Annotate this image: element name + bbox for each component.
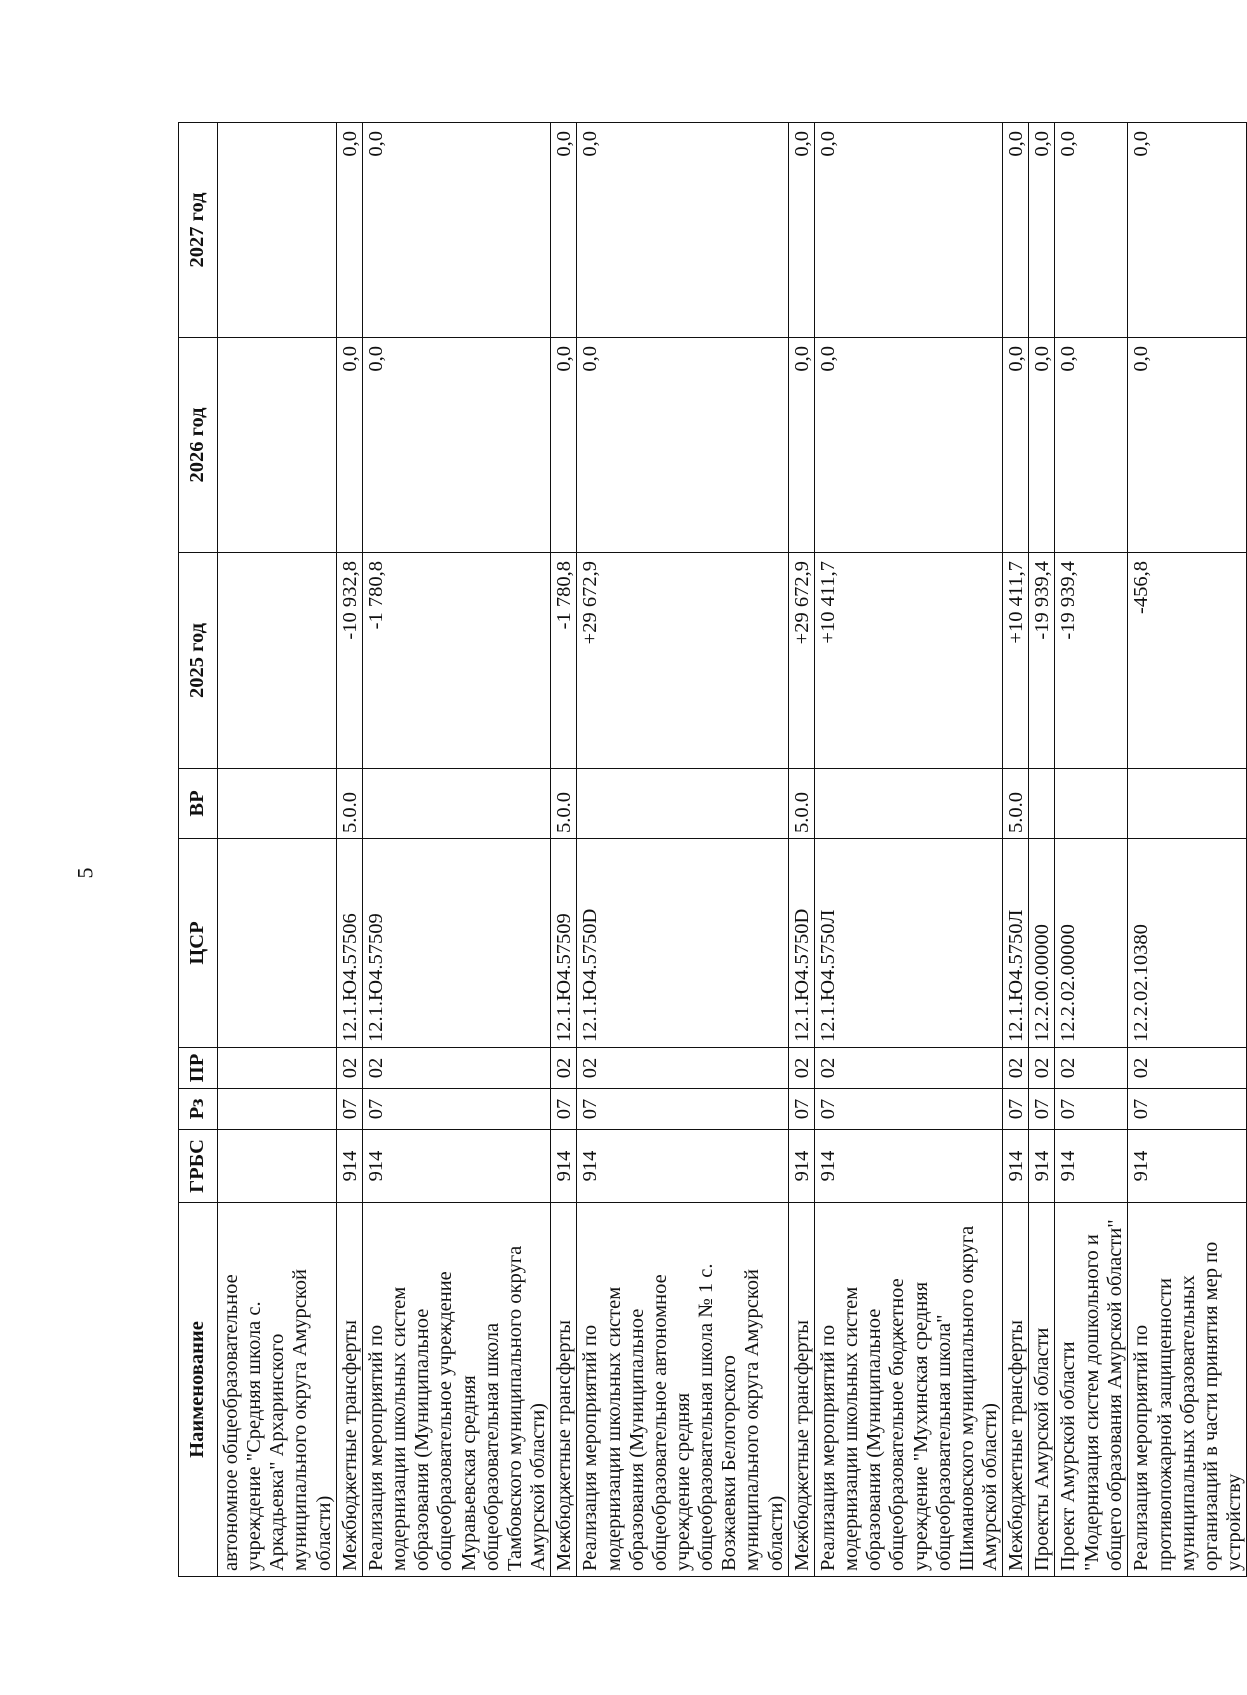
header-grbs: ГРБС	[179, 1130, 218, 1203]
cell-2027: 0,0	[1003, 123, 1029, 338]
cell-vr: 5.0.0	[336, 769, 362, 839]
cell-2027: 0,0	[1029, 123, 1055, 338]
table-row	[551, 123, 577, 1577]
cell-grbs: 914	[814, 1130, 1002, 1203]
cell-csr: 12.1.Ю4.5750D	[577, 839, 788, 1048]
cell-pr: 02	[336, 1048, 362, 1089]
table-row	[814, 123, 1002, 1577]
cell-vr: 5.0.0	[551, 769, 577, 839]
cell-vr	[1029, 769, 1055, 839]
cell-rz: 07	[1128, 1089, 1247, 1130]
cell-rz: 07	[788, 1089, 814, 1130]
cell-2025: +29 672,9	[788, 553, 814, 769]
cell-pr: 02	[1003, 1048, 1029, 1089]
cell-rz: 07	[336, 1089, 362, 1130]
header-row	[179, 123, 218, 1577]
cell-2027: 0,0	[551, 123, 577, 338]
cell-pr: 02	[551, 1048, 577, 1089]
cell-grbs: 914	[551, 1130, 577, 1203]
cell-2026	[218, 338, 337, 553]
cell-name: Проекты Амурской области	[1029, 1203, 1055, 1577]
cell-2026: 0,0	[577, 338, 788, 553]
cell-2025: -1 780,8	[551, 553, 577, 769]
cell-rz: 07	[1029, 1089, 1055, 1130]
cell-2027: 0,0	[336, 123, 362, 338]
cell-2025: +29 672,9	[577, 553, 788, 769]
cell-name: Межбюджетные трансферты	[551, 1203, 577, 1577]
cell-pr: 02	[788, 1048, 814, 1089]
cell-2025: +10 411,7	[814, 553, 1002, 769]
cell-vr	[814, 769, 1002, 839]
header-2026: 2026 год	[179, 338, 218, 553]
cell-csr: 12.1.Ю4.5750Л	[814, 839, 1002, 1048]
budget-table-container	[178, 123, 1246, 1577]
cell-2026: 0,0	[788, 338, 814, 553]
cell-grbs: 914	[336, 1130, 362, 1203]
header-2027: 2027 год	[179, 123, 218, 338]
cell-name: Реализация мероприятий по модернизации школьных систем образования (Муниципальное общеобразовательное учреждение Муравьевская средняя общеобразовательная школа Тамбовского муниципального округа Амурской области)	[362, 1203, 550, 1577]
cell-csr: 12.1.Ю4.57509	[551, 839, 577, 1048]
table-row	[1003, 123, 1029, 1577]
cell-2026: 0,0	[551, 338, 577, 553]
header-vr: ВР	[179, 769, 218, 839]
cell-name: Межбюджетные трансферты	[1003, 1203, 1029, 1577]
cell-name: Реализация мероприятий по модернизации школьных систем образования (Муниципальное общеобразовательное автономное учреждение средняя общеобразовательная школа № 1 с. Возжаевки Белогорского муниципального округа Амурской области)	[577, 1203, 788, 1577]
cell-csr: 12.1.Ю4.57509	[362, 839, 550, 1048]
table-row	[362, 123, 550, 1577]
cell-rz: 07	[577, 1089, 788, 1130]
cell-pr: 02	[1128, 1048, 1247, 1089]
table-row	[788, 123, 814, 1577]
cell-vr: 5.0.0	[788, 769, 814, 839]
cell-pr: 02	[362, 1048, 550, 1089]
cell-pr: 02	[577, 1048, 788, 1089]
cell-csr: 12.1.Ю4.5750D	[788, 839, 814, 1048]
cell-2026: 0,0	[1003, 338, 1029, 553]
cell-grbs: 914	[1029, 1130, 1055, 1203]
cell-csr: 12.2.02.00000	[1055, 839, 1128, 1048]
cell-grbs: 914	[1055, 1130, 1128, 1203]
cell-vr	[577, 769, 788, 839]
cell-grbs: 914	[362, 1130, 550, 1203]
cell-pr	[218, 1048, 337, 1089]
cell-2025: -19 939,4	[1055, 553, 1128, 769]
cell-rz: 07	[814, 1089, 1002, 1130]
cell-name: Межбюджетные трансферты	[336, 1203, 362, 1577]
header-pr: ПР	[179, 1048, 218, 1089]
cell-2025: +10 411,7	[1003, 553, 1029, 769]
cell-2026: 0,0	[336, 338, 362, 553]
cell-rz: 07	[1003, 1089, 1029, 1130]
cell-2027: 0,0	[814, 123, 1002, 338]
cell-2026: 0,0	[1055, 338, 1128, 553]
cell-2027: 0,0	[1055, 123, 1128, 338]
cell-2026: 0,0	[1029, 338, 1055, 553]
cell-2026: 0,0	[362, 338, 550, 553]
cell-csr: 12.1.Ю4.57506	[336, 839, 362, 1048]
cell-name: Межбюджетные трансферты	[788, 1203, 814, 1577]
cell-vr	[1128, 769, 1247, 839]
cell-csr: 12.1.Ю4.5750Л	[1003, 839, 1029, 1048]
cell-grbs: 914	[1003, 1130, 1029, 1203]
table-row	[336, 123, 362, 1577]
cell-vr: 5.0.0	[1003, 769, 1029, 839]
cell-2027: 0,0	[362, 123, 550, 338]
cell-2025	[218, 553, 337, 769]
cell-grbs	[218, 1130, 337, 1203]
budget-table	[178, 122, 1247, 1577]
cell-2026: 0,0	[1128, 338, 1247, 553]
cell-2026: 0,0	[814, 338, 1002, 553]
header-csr: ЦСР	[179, 839, 218, 1048]
cell-csr: 12.2.02.10380	[1128, 839, 1247, 1048]
cell-rz: 07	[551, 1089, 577, 1130]
cell-grbs: 914	[1128, 1130, 1247, 1203]
cell-2025: -1 780,8	[362, 553, 550, 769]
table-row	[577, 123, 788, 1577]
cell-2027	[218, 123, 337, 338]
cell-name: Реализация мероприятий по противопожарной защищенности муниципальных образовательных организаций в части принятия мер по устройству	[1128, 1203, 1247, 1577]
cell-2027: 0,0	[577, 123, 788, 338]
cell-2025: -19 939,4	[1029, 553, 1055, 769]
page-number: 5	[72, 867, 98, 879]
header-name: Наименование	[179, 1203, 218, 1577]
cell-rz: 07	[362, 1089, 550, 1130]
cell-vr	[218, 769, 337, 839]
cell-2025: -456,8	[1128, 553, 1247, 769]
header-rz: Рз	[179, 1089, 218, 1130]
cell-2027: 0,0	[788, 123, 814, 338]
cell-pr: 02	[1055, 1048, 1128, 1089]
cell-2027: 0,0	[1128, 123, 1247, 338]
cell-csr	[218, 839, 337, 1048]
cell-2025: -10 932,8	[336, 553, 362, 769]
cell-pr: 02	[1029, 1048, 1055, 1089]
cell-vr	[1055, 769, 1128, 839]
cell-rz	[218, 1089, 337, 1130]
header-2025: 2025 год	[179, 553, 218, 769]
table-row	[1055, 123, 1128, 1577]
cell-vr	[362, 769, 550, 839]
cell-grbs: 914	[577, 1130, 788, 1203]
cell-name: Проект Амурской области "Модернизация систем дошкольного и общего образования Амурской области"	[1055, 1203, 1128, 1577]
table-row	[1128, 123, 1247, 1577]
cell-name: Реализация мероприятий по модернизации школьных систем образования (Муниципальное общеобразовательное бюджетное учреждение "Мухинская средняя общеобразовательная школа" Шимановского муниципального округа Амурской области)	[814, 1203, 1002, 1577]
table-row	[218, 123, 337, 1577]
cell-pr: 02	[814, 1048, 1002, 1089]
cell-grbs: 914	[788, 1130, 814, 1203]
cell-csr: 12.2.00.00000	[1029, 839, 1055, 1048]
cell-name: автономное общеобразовательное учреждение "Средняя школа с. Аркадьевка" Архаринского муниципального округа Амурской области)	[218, 1203, 337, 1577]
cell-rz: 07	[1055, 1089, 1128, 1130]
table-row	[1029, 123, 1055, 1577]
